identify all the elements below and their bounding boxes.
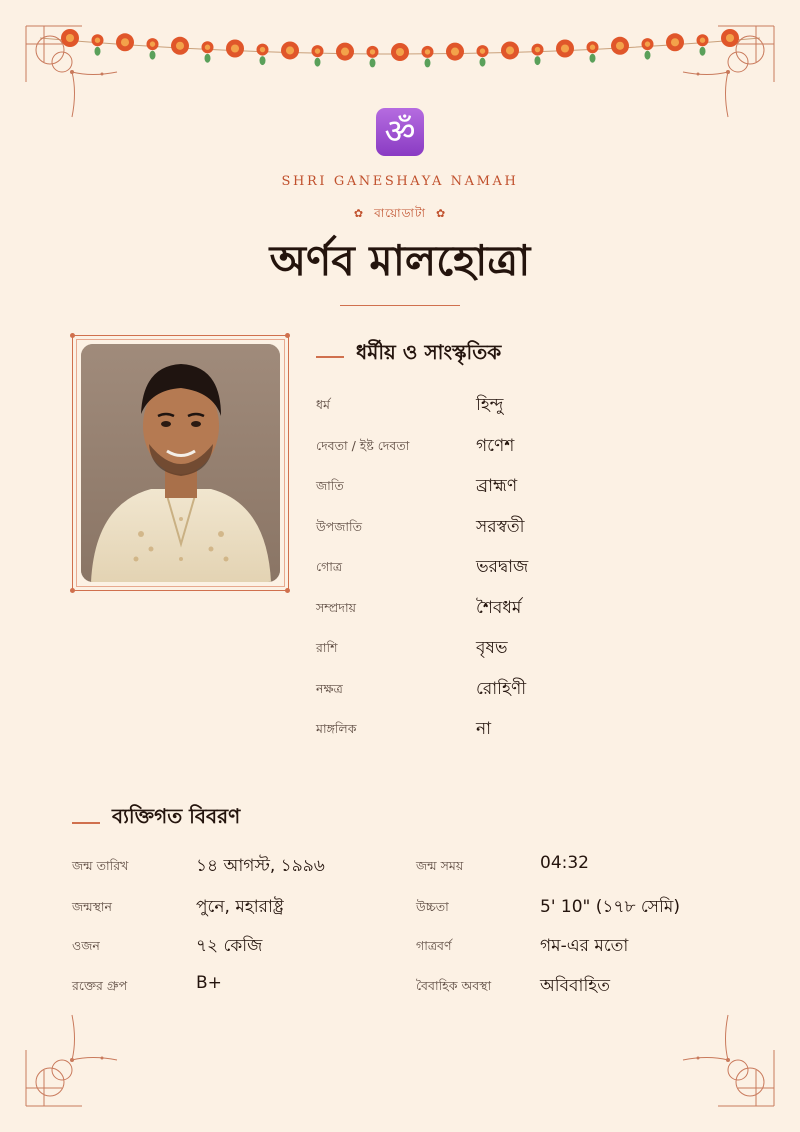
flower-icon: ✿ <box>435 207 447 220</box>
garland-leaf <box>480 58 486 67</box>
frame-corner-dot <box>70 588 75 593</box>
flower-center <box>396 48 404 56</box>
frame-corner-dot <box>70 333 75 338</box>
flower-center <box>341 48 349 56</box>
flower-center <box>260 47 265 52</box>
flower-center <box>425 49 430 54</box>
religious-section-title: ধর্মীয় ও সাংস্কৃতিক <box>356 340 502 364</box>
flower-center <box>645 41 650 46</box>
religious-value: রোহিণী <box>476 678 527 699</box>
flower-center <box>315 48 320 53</box>
blessing-text: SHRI GANESHAYA NAMAH <box>281 174 519 189</box>
religious-label: দেবতা / ইষ্ট দেবতা <box>316 437 410 453</box>
flower-center <box>121 38 129 46</box>
flower-center <box>506 46 514 54</box>
corner-ornament-top-left <box>22 22 122 122</box>
personal-value: B+ <box>196 973 222 993</box>
personal-label: উচ্চতা <box>416 899 449 914</box>
flower-center <box>561 44 569 52</box>
religious-label: রাশি <box>316 640 338 655</box>
religious-value: শৈবধর্ম <box>476 597 522 618</box>
garland-leaf <box>150 51 156 60</box>
religious-value: ব্রাহ্মণ <box>476 476 518 496</box>
religious-label: ধর্ম <box>316 397 330 412</box>
personal-value: ৭২ কেজি <box>196 936 263 956</box>
personal-value: গম-এর মতো <box>540 936 629 956</box>
religious-value: হিন্দু <box>476 395 504 415</box>
flower-center <box>370 49 375 54</box>
personal-label: ওজন <box>72 938 100 953</box>
personal-value: ১৪ আগস্ট, ১৯৯৬ <box>196 856 325 876</box>
religious-label: গোত্র <box>316 559 343 574</box>
personal-label: জন্ম তারিখ <box>72 858 129 873</box>
religious-label: জাতি <box>316 478 344 493</box>
corner-ornament-bottom-right <box>678 1010 778 1110</box>
garland-leaf <box>425 58 431 67</box>
om-icon <box>376 108 424 156</box>
flower-center <box>231 44 239 52</box>
personal-value: 04:32 <box>540 853 589 873</box>
religious-value: বৃষভ <box>476 638 508 658</box>
religious-value: গণেশ <box>476 435 515 456</box>
flower-center <box>616 42 624 50</box>
person-name: অর্ণব মালহোত্রা <box>269 236 531 285</box>
title-divider <box>340 305 460 306</box>
frame-corner-dot <box>285 333 290 338</box>
garland-leaf <box>370 58 376 67</box>
personal-label: রক্তের গ্রুপ <box>72 978 128 993</box>
personal-value: অবিবাহিত <box>540 976 610 996</box>
garland-leaf <box>590 54 596 63</box>
personal-value: 5' 10" (১৭৮ সেমি) <box>540 897 680 917</box>
flower-center <box>590 45 595 50</box>
religious-value: না <box>476 719 492 739</box>
biodata-label: বায়োডাটা <box>374 206 426 220</box>
flower-center <box>150 41 155 46</box>
corner-ornament-top-right <box>678 22 778 122</box>
biodata-heading <box>0 205 800 225</box>
flower-center <box>535 47 540 52</box>
flower-icon: ✿ <box>353 207 365 220</box>
religious-value: সরস্বতী <box>476 516 525 537</box>
personal-label: বৈবাহিক অবস্থা <box>416 978 492 993</box>
flower-center <box>286 46 294 54</box>
flower-center <box>176 42 184 50</box>
flower-center <box>451 48 459 56</box>
religious-label: মাঙ্গলিক <box>316 721 357 736</box>
personal-label: গাত্রবর্ণ <box>416 938 452 953</box>
flower-center <box>480 48 485 53</box>
flower-center <box>205 45 210 50</box>
garland-leaf <box>205 54 211 63</box>
garland-leaf <box>645 51 651 60</box>
personal-label: জন্ম সময় <box>416 858 464 873</box>
religious-label: নক্ষত্র <box>316 680 343 696</box>
garland-leaf <box>260 56 266 65</box>
religious-label: সম্প্রদায় <box>316 599 356 615</box>
personal-label: জন্মস্থান <box>72 899 113 914</box>
personal-section-title: ব্যক্তিগত বিবরণ <box>112 804 241 828</box>
religious-label: উপজাতি <box>316 518 362 534</box>
religious-value: ভরদ্বাজ <box>476 557 529 577</box>
garland-leaf <box>535 56 541 65</box>
garland-leaf <box>315 58 321 67</box>
section-dash <box>316 356 344 358</box>
corner-ornament-bottom-left <box>22 1010 122 1110</box>
section-dash <box>72 822 100 824</box>
om-symbol: ॐ <box>384 112 416 152</box>
personal-value: পুনে, মহারাষ্ট্র <box>196 897 284 917</box>
profile-photo <box>81 344 280 582</box>
frame-corner-dot <box>285 588 290 593</box>
